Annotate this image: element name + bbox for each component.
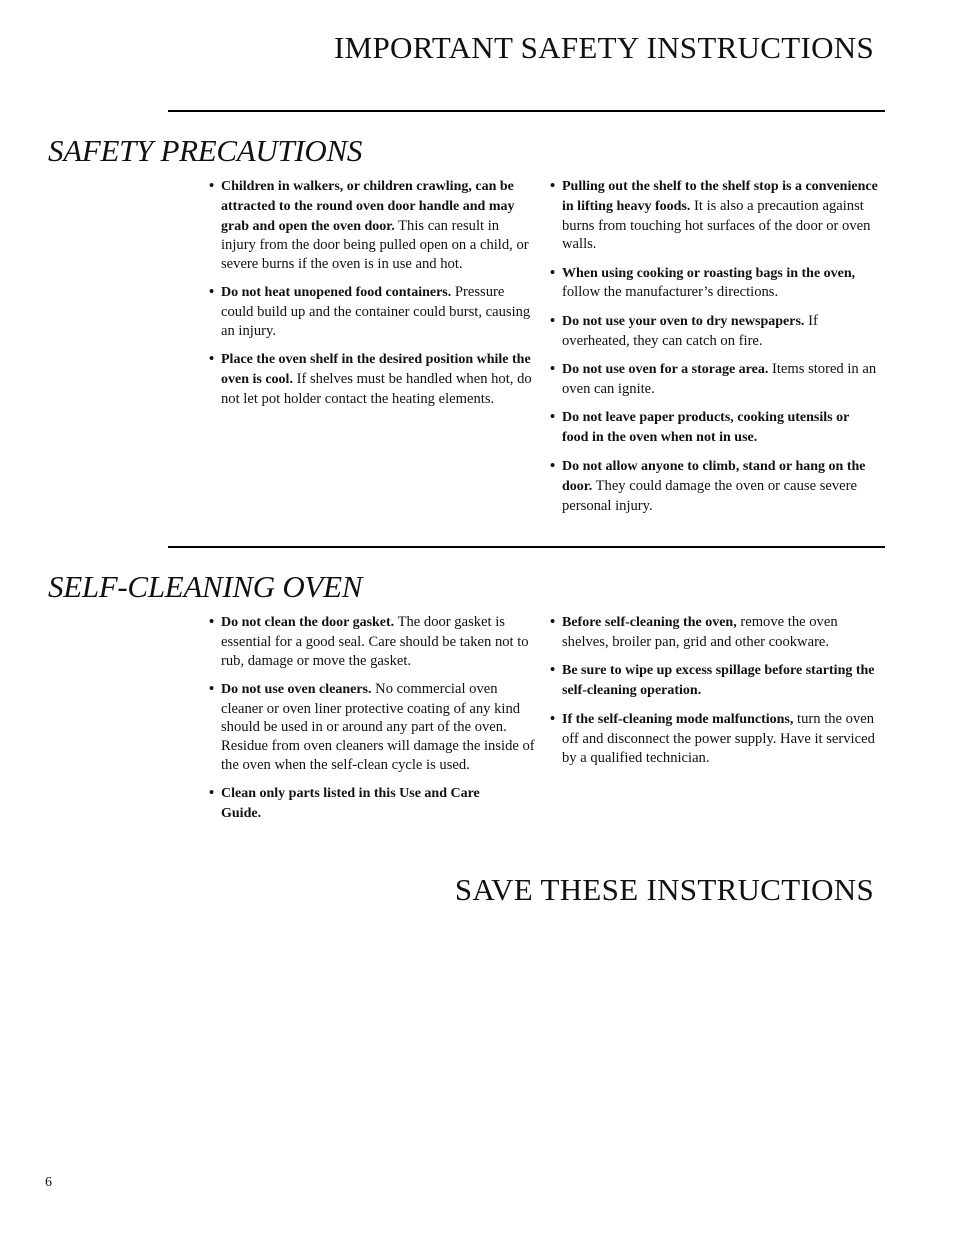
bullet-icon: • <box>550 408 556 425</box>
save-instructions-heading: SAVE THESE INSTRUCTIONS <box>454 872 874 907</box>
list-item: • Do not clean the door gasket. The door gasket is essential for a good seal. Care should be taken not to rub, damage or move the gasket. <box>209 614 529 669</box>
list-item: • Do not use oven cleaners. No commercial oven cleaner or oven liner protective coating of any kind should be used in or around any part of the oven. Residue from oven cleaners will damage the inside of the oven when the self-clean cycle is used. <box>209 680 535 774</box>
bullet-icon: • <box>209 614 215 630</box>
page-title: IMPORTANT SAFETY INSTRUCTIONS <box>333 30 874 65</box>
list-item: • Do not use your oven to dry newspapers. If overheated, they can catch on fire. <box>550 312 818 349</box>
bullet-icon: • <box>209 785 215 802</box>
bullet-icon: • <box>550 360 556 377</box>
safety-precautions-heading: SAFETY PRECAUTIONS <box>48 133 363 168</box>
bullet-icon: • <box>550 711 556 728</box>
page-number: 6 <box>45 1175 52 1190</box>
bullet-icon: • <box>550 662 556 679</box>
list-item: • When using cooking or roasting bags in the oven, follow the manufacturer’s directions. <box>550 264 856 301</box>
selfclean-right-column <box>550 613 878 777</box>
safety-right-column <box>550 177 878 525</box>
bullet-icon: • <box>550 178 556 194</box>
list-item: • Children in walkers, or children crawling, can be attracted to the round oven door handle and may grab and open the oven door. This can result in injury from the door being pulled open on a child, or severe burns if the oven is in use and hot. <box>209 178 529 273</box>
section-divider <box>168 110 885 112</box>
safety-left-column <box>209 177 537 418</box>
bullet-icon: • <box>209 351 215 368</box>
list-item: • Do not allow anyone to climb, stand or hang on the door. They could damage the oven or cause severe personal injury. <box>550 458 866 514</box>
list-item: • Do not use oven for a storage area. Items stored in an oven can ignite. <box>550 360 877 397</box>
list-item: • Place the oven shelf in the desired position while the oven is cool. If shelves must be handled when hot, do not let pot holder contact the heating elements. <box>209 351 532 407</box>
list-item: • Before self-cleaning the oven, remove the oven shelves, broiler pan, grid and other cookware. <box>550 614 838 650</box>
bullet-icon: • <box>209 284 215 301</box>
bullet-icon: • <box>209 680 215 697</box>
bullet-icon: • <box>550 264 556 281</box>
bullet-icon: • <box>550 458 556 475</box>
list-item: • Be sure to wipe up excess spillage before starting the self-cleaning operation. <box>550 662 875 698</box>
self-cleaning-oven-heading: SELF-CLEANING OVEN <box>48 569 363 604</box>
list-item: • If the self-cleaning mode malfunctions, turn the oven off and disconnect the power supply. Have it serviced by a qualified technician. <box>550 711 875 766</box>
bullet-icon: • <box>550 312 556 329</box>
bullet-icon: • <box>209 178 215 194</box>
list-item: • Clean only parts listed in this Use and Care Guide. <box>209 785 480 822</box>
bullet-icon: • <box>550 614 556 630</box>
list-item: • Pulling out the shelf to the shelf stop is a convenience in lifting heavy foods. It is also a precaution against burns from touching hot surfaces of the door or oven walls. <box>550 178 878 253</box>
section-divider <box>168 546 885 548</box>
list-item: • Do not leave paper products, cooking utensils or food in the oven when not in use. <box>550 408 850 445</box>
selfclean-left-column <box>209 613 537 833</box>
list-item: • Do not heat unopened food containers. Pressure could build up and the container could burst, causing an injury. <box>209 284 531 340</box>
